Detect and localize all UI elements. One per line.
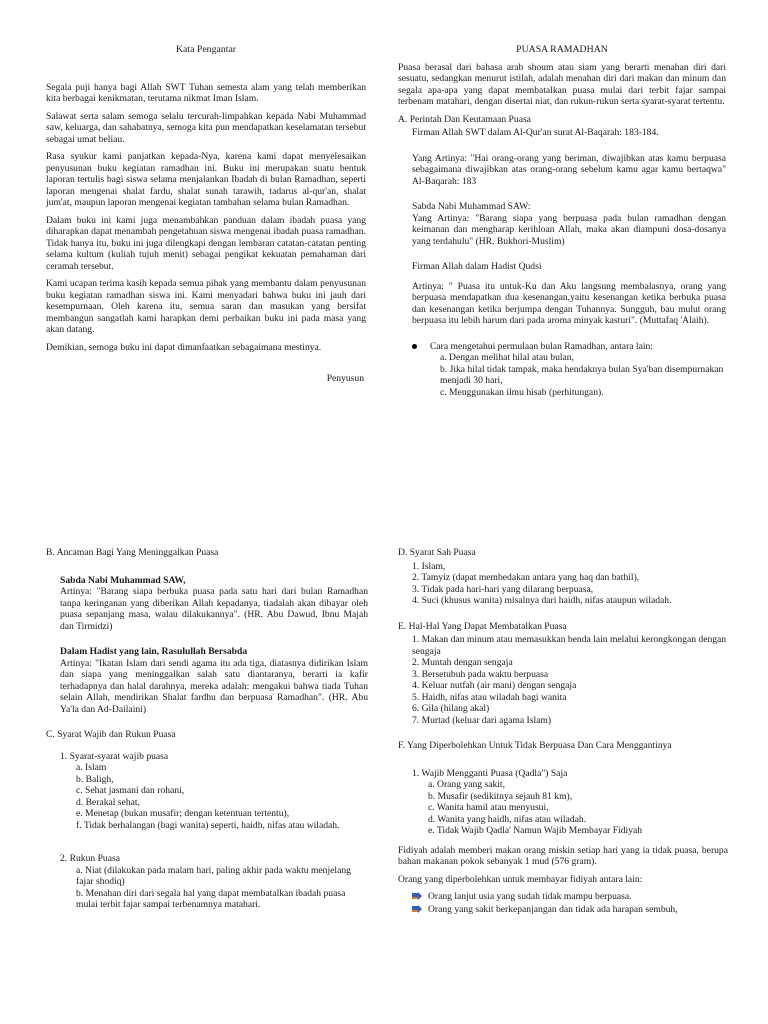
puasa-intro: Puasa berasal dari bahasa arab shoum atau siam yang berarti menahan diri dari sesuatu, sedangkan menurut istilah, adalah menahan diri dari makan dan minum dan segala apa-apa yang dapat membatalkan puasa mulai dari terbit fajar sampai terbenam matahari, dengan disertai niat, dan rukun-rukun serta syarat-syarat tertentu. bbox=[398, 61, 726, 108]
section-a-heading: A. Perintah Dan Keutamaan Puasa bbox=[398, 113, 531, 125]
cara-bullet bbox=[398, 341, 726, 353]
kata-paragraph-3: Rasa syukur kami panjatkan kepada-Nya, karena kami dapat menyelesaikan penyusunan buku kegiatan ramadhan ini. Buku ini merupakan suatu bentuk laporan tertulis bagi siswa selama menjalankan Ibadah di bulan Ramadhan, seperti laporan mengenai shalat fardu, shalat sunah tarawih, tadarus al-qur'an, shalat jum'at, maupun laporan mengenai kegiatan tambahan selama bulan Ramadhan. bbox=[46, 151, 366, 209]
b-artinya-1: Artinya: "Barang siapa berbuka puasa pada satu hari dari bulan Ramadhan tanpa keringanan yang diberikan Allah kepadanya, tiadalah akan dibayar oleh puasa sepanjang masa, walau dilakukannya". (HR. Abu Dawud, Ibnu Majah dan Tirmidzi) bbox=[60, 586, 368, 632]
qadla-item: a. Orang yang sakit, bbox=[428, 779, 505, 790]
cara-item: b. Jika hilal tidak tampak, maka hendaknya bulan Sya'ban disempurnakan menjadi 30 hari, bbox=[440, 363, 724, 387]
syarat-item: c. Sehat jasmani dan rohani, bbox=[76, 785, 185, 796]
cara-item: c. Menggunakan ilmu hisab (perhitungan). bbox=[440, 386, 604, 398]
qadla-item: d. Wanita yang haidh, nifas atau wiladah. bbox=[428, 813, 587, 825]
section-d-heading: D. Syarat Sah Puasa bbox=[398, 547, 476, 558]
kata-paragraph-1: Segala puji hanya bagi Allah SWT Tuhan semesta alam yang telah memberikan kita berbagai kenikmatan, terutama nikmat Iman Islam. bbox=[46, 81, 366, 105]
section-c-heading: C. Syarat Wajib dan Rukun Puasa bbox=[46, 729, 176, 740]
artinya-2: Yang Artinya: "Barang siapa yang berpuasa pada bulan ramadhan dengan keimanan dan mengharap kerihloan Allah, maka akan diampuni dosa-dosanya yang terdahulu" (HR. Bukhori-Muslim) bbox=[412, 212, 726, 247]
batal-item: 6. Gila (hilang akal) bbox=[412, 703, 490, 714]
qadla-item: c. Wanita hamil atau menyusui, bbox=[428, 802, 549, 813]
arrow-bullet-icon bbox=[412, 892, 422, 900]
kata-paragraph-5: Kami ucapan terima kasih kepada semua pihak yang membantu dalam penyusunan buku kegiatan ramadhan siswa ini. Kami menyadari bahwa buku ini jauh dari kesempurnaan. Oleh karena itu, semua saran dan masukan yang bersifat membangun sangatlah kami harapkan demi perbaikan buku ini pada masa yang akan datang. bbox=[46, 278, 366, 336]
section-f-heading: F. Yang Diperbolehkan Untuk Tidak Berpuasa Dan Cara Menggantinya bbox=[398, 740, 672, 751]
signer: Penyusun bbox=[326, 373, 364, 385]
batal-item: 2. Muntah dengan sengaja bbox=[412, 657, 513, 668]
fidiyah-item-text: Orang lanjut usia yang sudah tidak mampu berpuasa. bbox=[428, 891, 632, 902]
sabda-line: Sabda Nabi Muhammad SAW: bbox=[412, 201, 531, 213]
rukun-item: b. Menahan diri dari segala hal yang dapat membatalkan ibadah puasa mulai terbit fajar sampai terbenamnya matahari. bbox=[76, 887, 346, 910]
fidiyah-item-text: Orang yang sakit berkepanjangan dan tidak ada harapan sembuh, bbox=[428, 903, 678, 915]
kata-pengantar-panel bbox=[46, 44, 366, 385]
b-artinya-2: Artinya: "Ikatan Islam dari sendi agama itu ada tiga, diatasnya didirikan Islam dan siapa yang meninggalkan salah satu diantaranya, berarti ia kafir terhadapnya dan halal darahnya, mereka adalah: mengakui bahwa tiada Tuhan selain Allah, mendirikan Shalat fardhu dan berpuasa Ramadhan". (HR. Abu Ya'la dan Ad-Dailaini) bbox=[60, 657, 368, 715]
batal-item: 5. Haidh, nifas atau wiladah bagi wanita bbox=[412, 691, 567, 703]
rukun-heading: 2. Rukun Puasa bbox=[60, 853, 120, 864]
cara-item: a. Dengan melihat hilal atau bulan, bbox=[440, 352, 574, 364]
syarat-item: d. Berakal sehat, bbox=[76, 796, 140, 808]
rukun-item: a. Niat (dilakukan pada malam hari, paling akhir pada waktu menjelang fajar shodiq) bbox=[76, 864, 351, 887]
bullet-dot-icon bbox=[412, 344, 417, 349]
hadist-lain: Dalam Hadist yang lain, Rasulullah Bersabda bbox=[60, 646, 248, 657]
batal-item: 3. Bersetubuh pada waktu berpuasa bbox=[412, 668, 549, 680]
batal-item: 1. Makan dan minum atau memasukkan benda lain melalui kerongkongan dengan sengaja bbox=[412, 634, 727, 657]
fidiyah-item bbox=[398, 904, 728, 916]
kata-paragraph-6: Demikian, semoga buku ini dapat dimanfaatkan sebagaimana mestinya. bbox=[46, 341, 322, 353]
kata-paragraph-2: Salawat serta salam semoga selalu tercurah-limpahkan kepada Nabi Muhammad saw, keluarga, dan sahabatnya, semoga kita pun mendapatkan keselamatan tersebut sebagai umat beliau. bbox=[46, 110, 366, 145]
qadla-item: b. Musafir (sedikitnya sejauh 81 km), bbox=[428, 790, 573, 802]
batal-item: 7. Murtad (keluar dari agama Islam) bbox=[412, 714, 552, 726]
fidiyah-definition: Fidiyah adalah memberi makan orang miskin setiap hari yang ia tidak puasa, berupa bahan makanan pokok sebanyak 1 mud (576 gram). bbox=[398, 844, 728, 867]
kata-paragraph-4: Dalam buku ini kami juga menambahkan panduan dalam ibadah puasa yang diharapkan dapat menambah pengetahuan siswa mengenai ibadah puasa ramadhan. Tidak hanya itu, buku ini juga dilengkapi dengan lembaran catatan-catatan penting selama kultum (kuliah tujuh menit) sebagai pengikat kekuatan pemahaman dari ceramah tersebut. bbox=[46, 214, 366, 272]
bottom-left-panel bbox=[46, 547, 368, 911]
fidiyah-item bbox=[398, 891, 728, 903]
syarat-item: f. Tidak berhalangan (bagi wanita) seperti, haidh, nifas atau wiladah. bbox=[76, 819, 340, 831]
bottom-right-panel bbox=[398, 547, 728, 916]
puasa-title: PUASA RAMADHAN bbox=[516, 44, 608, 55]
syarat-sah-item: 3. Tidak pada hari-hari yang dilarang berpuasa, bbox=[412, 583, 594, 595]
artinya-1: Yang Artinya: "Hai orang-orang yang beriman, diwajibkan atas kamu berpuasa sebagaimana diwajibkan atas orang-orang sebelum kamu agar kamu bertaqwa" Al-Baqarah: 183 bbox=[412, 152, 726, 187]
kata-pengantar-title: Kata Pengantar bbox=[175, 44, 237, 55]
syarat-sah-item: 2. Tamyiz (dapat membedakan antara yang haq dan bathil), bbox=[412, 572, 640, 583]
syarat-sah-item: 1. Islam, bbox=[412, 560, 446, 572]
syarat-item: e. Menetap (bukan musafir; dengan ketentuan tertentu), bbox=[76, 808, 290, 819]
fidiyah-lead: Orang yang diperbolehkan untuk membayar fidiyah antara lain: bbox=[398, 873, 643, 885]
syarat-sah-item: 4. Suci (khusus wanita) misalnya dari haidh, nifas ataupun wiladah. bbox=[412, 595, 672, 606]
puasa-ramadhan-panel bbox=[398, 44, 726, 398]
wajib-qadla-heading: 1. Wajib Mengganti Puasa (Qadla") Saja bbox=[412, 767, 568, 779]
sabda-nabi: Sabda Nabi Muhammad SAW, bbox=[60, 574, 186, 586]
cara-label: Cara mengetahui permulaan bulan Ramadhan, antara lain: bbox=[430, 340, 653, 352]
firman-qudsi: Firman Allah dalam Hadist Qudsi bbox=[412, 261, 542, 273]
section-b-heading: B. Ancaman Bagi Yang Meninggalkan Puasa bbox=[46, 547, 219, 558]
artinya-3: Artinya: " Puasa itu untuk-Ku dan Aku langsung membalasnya, orang yang berpuasa mendapatkan dua kesenangan,yaitu kesenangan ketika berbuka puasa dan kesenangan ketika berjumpa dengan Tuhannya. Sungguh, bau mulut orang berpuasa itu lebih harum dari pada aroma minyak kasturi". (Muttafaq 'Alaih). bbox=[412, 280, 726, 327]
syarat-wajib-heading: 1. Syarat-syarat wajib puasa bbox=[60, 750, 169, 762]
syarat-item: b. Baligh, bbox=[76, 773, 114, 785]
qadla-item: e. Tidak Wajib Qadla' Namun Wajib Membayar Fidiyah bbox=[428, 825, 643, 836]
firman-line: Firman Allah SWT dalam Al-Qur'an surat Al-Baqarah: 183-184. bbox=[412, 127, 659, 139]
syarat-item: a. Islam bbox=[76, 762, 107, 773]
arrow-bullet-icon bbox=[412, 905, 422, 913]
section-e-heading: E. Hal-Hal Yang Dapat Membatalkan Puasa bbox=[398, 620, 567, 632]
batal-item: 4. Keluar nutfah (air mani) dengan sengaja bbox=[412, 680, 577, 691]
